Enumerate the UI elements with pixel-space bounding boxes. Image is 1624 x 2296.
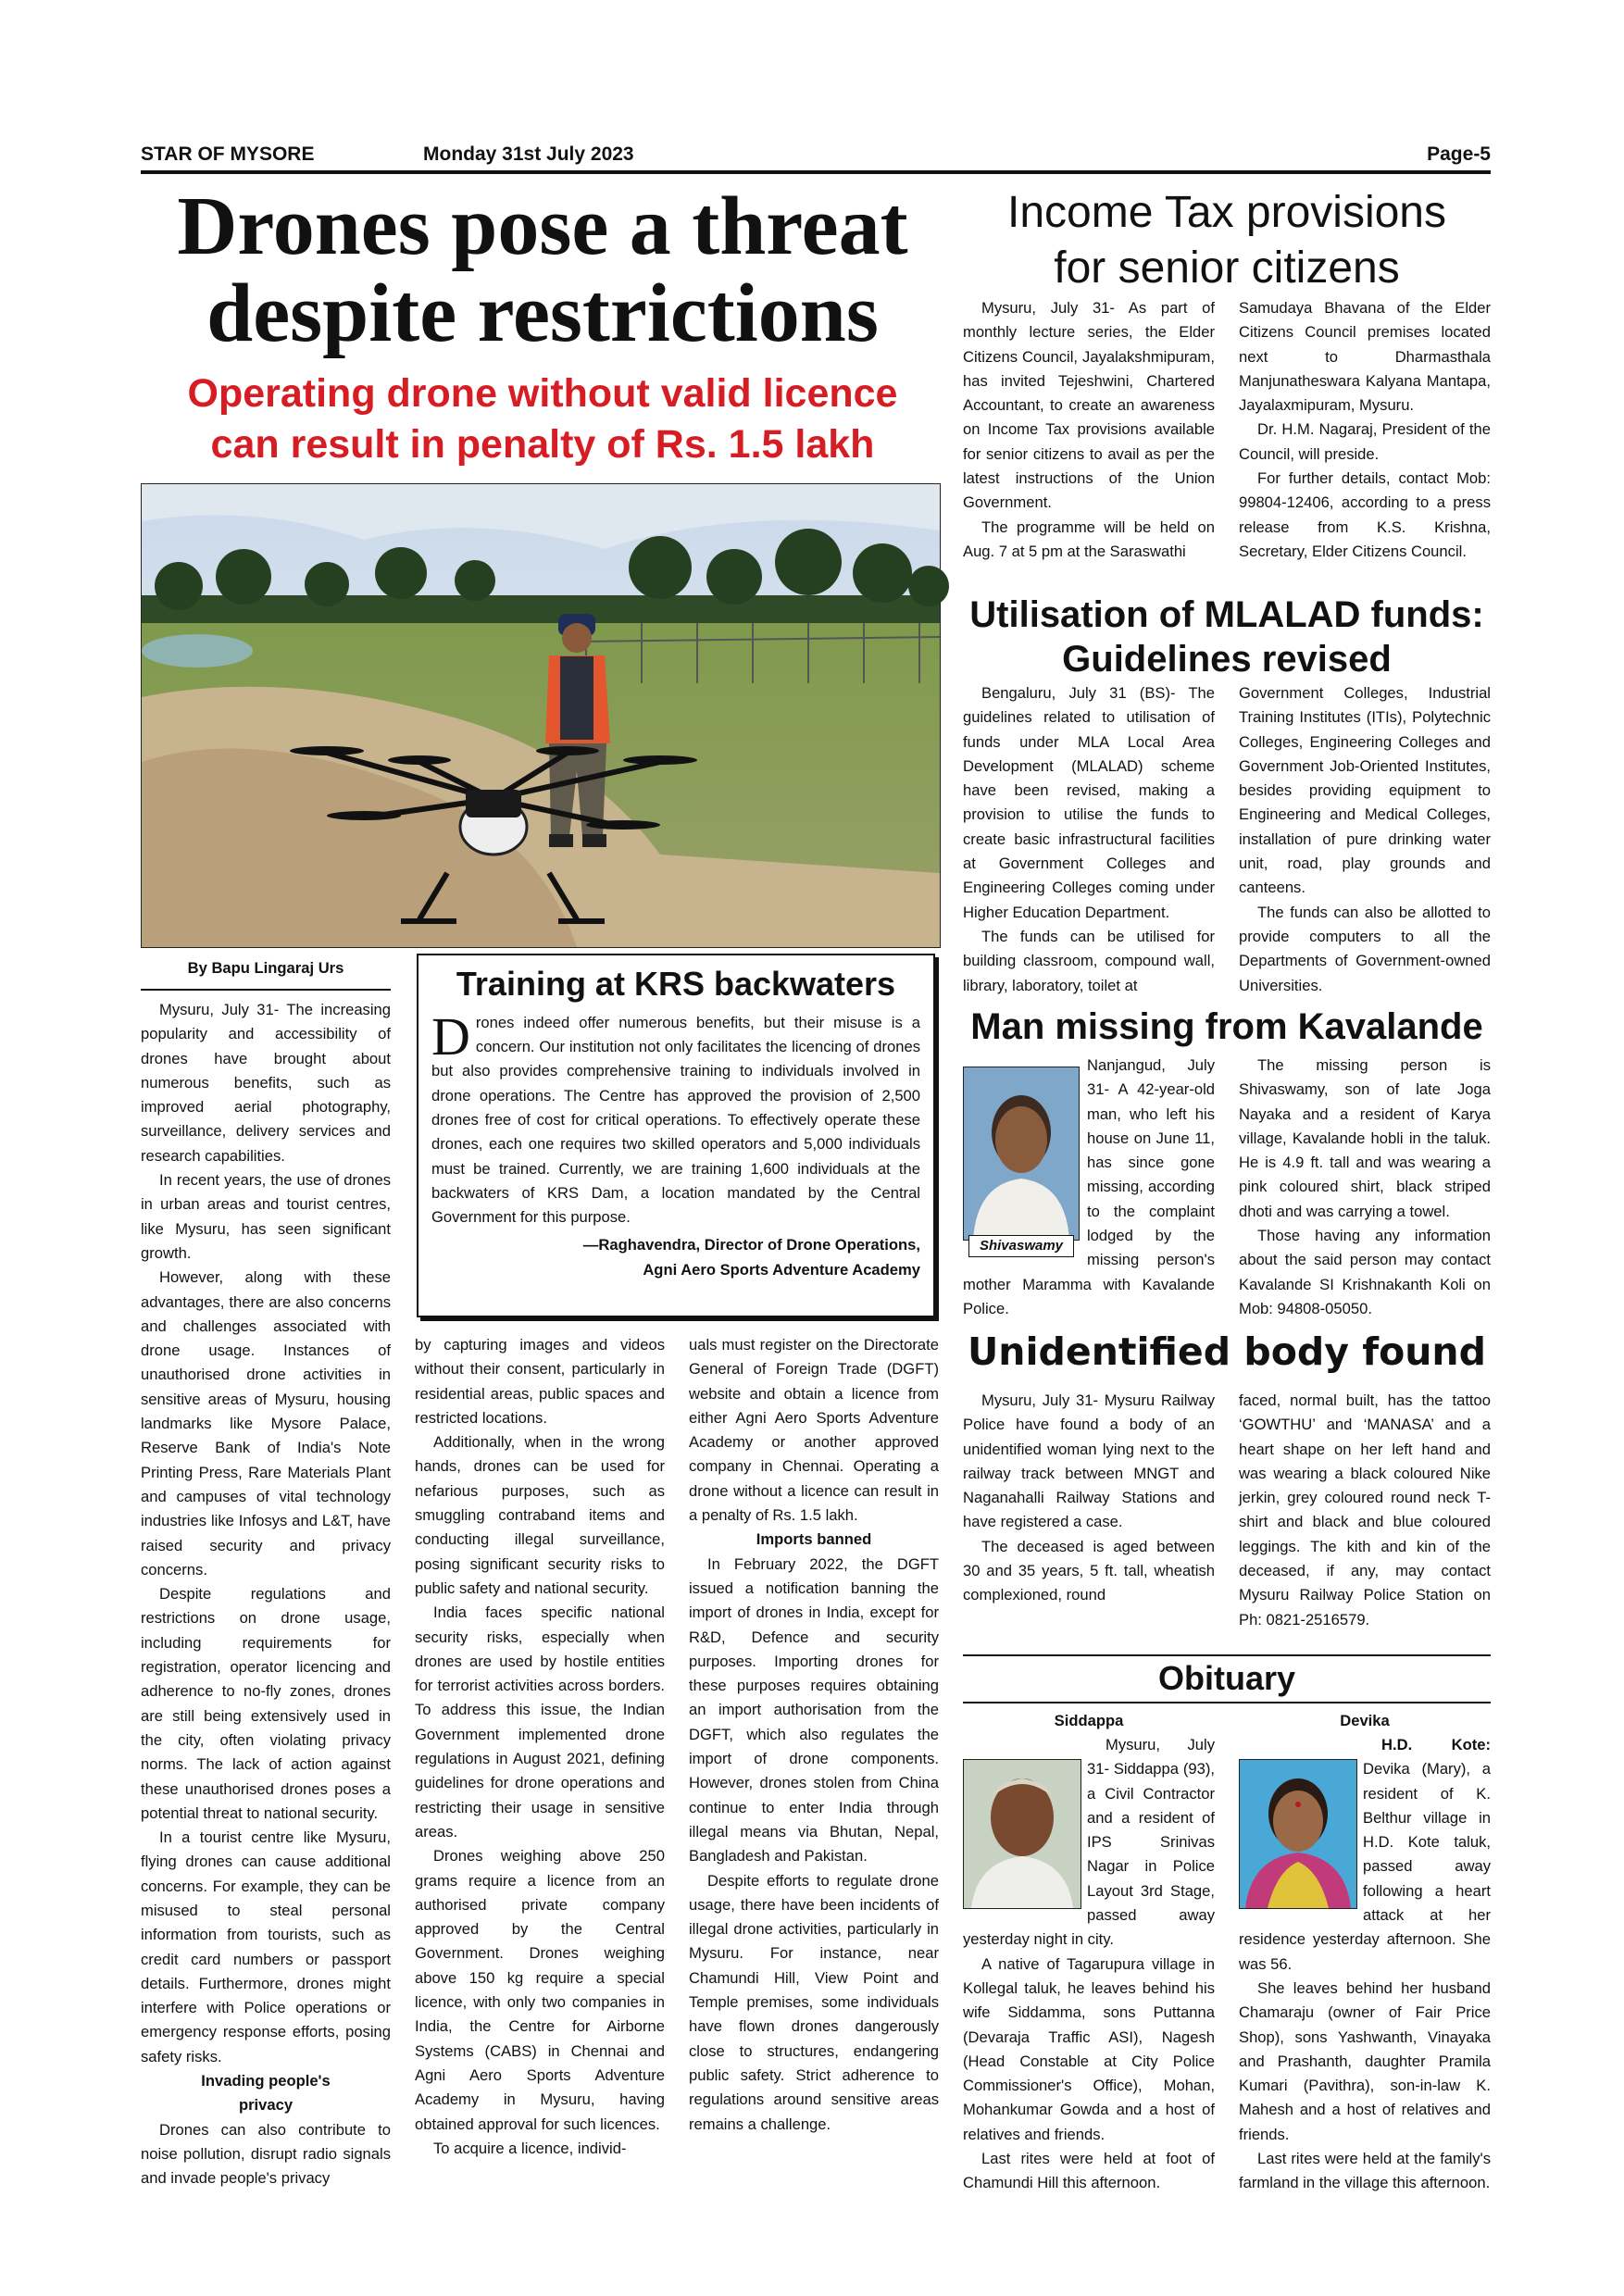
missing-column-1: Nanjangud, July 31- A 42-year-old man, who left his house on June 11, has since gone missing, according to the complaint lodged by the missing person's mother Maramma with Kavalande Police. (963, 1054, 1215, 1279)
mlalad-headline: Utilisation of MLALAD funds: Guidelines revised (969, 594, 1484, 680)
drones-column-3: uals must register on the Directorate General of Foreign Trade (DGFT) website and obtain a licence from either Agni Aero Sports Adventure Academy or another approved company in Chennai. Operating a drone without a licence can result in a penalty of Rs. 1.5 lakh. Imports banned In February 2022, the DGFT issued a notification banning the import of drones in India, except for R&D, Defence and security purposes. Importing drones for these purposes requires obtaining an import authorisation from the DGFT, which also regulates the import of drone components. However, drones stolen from China continue to enter India through illegal means via Bhutan, Nepal, Bangladesh and Pakistan. Despite efforts to regulate drone usage, there have been incidents of illegal drone activities, particularly in Mysuru. For instance, near Chamundi Hill, View Point and Temple premises, some individuals have flown drones dangerously close to structures, endangering public safety. Strict adherence to regulations around sensitive areas remains a challenge. (689, 1336, 939, 2133)
drones-byline: By Bapu Lingaraj Urs (187, 959, 344, 977)
obit-place: H.D. Kote: (1381, 1736, 1491, 1753)
byline-rule (141, 989, 391, 991)
drone-photo (141, 483, 941, 948)
drones-column-1: Mysuru, July 31- The increasing popularity and accessibility of drones have brought about numerous benefits, such as improved aerial photography, surveillance, delivery services and research capabilities. In recent years, the use of drones in urban areas and tourist centres, like Mysuru, has seen significant growth. However, along with these advantages, there are also concerns and challenges associated with drone usage. Instances of unauthorised drone activities in sensitive areas of Mysuru, housing landmarks like Mysore Palace, Reserve Bank of India's Note Printing Press, Rare Materials Plant and campuses of vital technology industries like Infosys and L&T, have raised security and privacy concerns. Despite regulations and restrictions on drone usage, including requirements for registration, operator licencing and adherence to no-fly zones, drones are still being extensively used in the city, often violating privacy norms. The lack of action against these unauthorised drones poses a potential threat to national security. In a tourist centre like Mysuru, flying drones can cause additional concerns. For example, they can be misused to steal personal information from tourists, such as credit card numbers or passport details. Furthermore, drones might interfere with Police operations or emergency response efforts, posing safety risks. Invading people's privacy Drones can also contribute to noise pollution, disrupt radio signals and invade people's privacy (141, 1001, 391, 2188)
tax-column-1: Mysuru, July 31- As part of monthly lecture series, the Elder Citizens Council, Jayalakshmipuram, has invited Tejeshwini, Chartered Accountant, to create an awareness on Income Tax provisions available for senior citizens to avail as per the latest instructions of the Union Government. The programme will be held on Aug. 7 at 5 pm at the Saraswathi (963, 299, 1215, 560)
krs-training-box (417, 954, 935, 1317)
drop-cap: D (431, 1005, 470, 1067)
krs-body: rones indeed offer numerous benefits, but their misuse is a concern. Our institution not only facilitates the licencing of drones but also provides comprehensive training to individuals involved in drone operations. The Centre has approved the provision of 2,500 drones free of cost for critical operations. To effectively operate these drones, each one requires two skilled operators and 5,000 individuals must be trained. Currently, we are training 1,600 individuals at the backwaters of KRS Dam, a location mandated by the Central Government for this purpose. (431, 1013, 920, 1227)
photo-spacer (963, 1054, 1087, 1259)
subhead-imports: Imports banned (756, 1530, 872, 1549)
obituary-title: Obituary (1157, 1659, 1296, 1697)
paper-name: STAR OF MYSORE (141, 144, 315, 165)
krs-attribution: —Raghavendra, Director of Drone Operations, Agni Aero Sports Adventure Academy (582, 1236, 920, 1279)
body-headline: Unidentified body found (968, 1329, 1486, 1374)
drones-column-2: by capturing images and videos without their consent, particularly in residential areas, public spaces and restricted locations. Additionally, when in the wrong hands, drones can be used for nefarious purposes, such as smuggling contraband items and conducting illegal surveillance, posing significant security risks to public safety and national security. India faces specific national security risks, especially when drones are used by hostile entities for terrorist activities across borders. To address this issue, the Indian Government implemented drone regulations in August 2021, defining guidelines for drone operations and restricting their usage in sensitive areas. Drones weighing above 250 grams require a licence from an authorised private company approved by the Central Government. Drones weighing above 150 kg require a special licence, with only two companies in India, the Centre for Airborne Systems (CABS) in Chennai and Agni Aero Sports Adventure Academy in Mysuru, having obtained approval for such licences. To acquire a licence, individ- (415, 1336, 665, 2157)
mlalad-column-2: Government Colleges, Industrial Training Institutes (ITIs), Polytechnic Colleges, Engineering Colleges and Government Job-Oriented Institutes, besides providing equipment to Engineering and Medical Colleges, installation of pure drinking water unit, road, play grounds and canteens. The funds can also be allotted to provide computers to all the Departments of Government-owned Universities. (1239, 684, 1491, 994)
obit-right-column: H.D. Kote: Devika (Mary), a resident of K. Belthur village in H.D. Kote taluk, passed away following a heart attack at her residence yesterday afternoon. She was 56. She leaves behind her husband Chamaraju (owner of Fair Price Shop), sons Yashwanth, Vinayaka and Prashanth, daughter Pramila Kumari (Pavithra), son-in-law K. Mahesh and a host of relatives and friends. Last rites were held at the family's farmland in the village this afternoon. (1239, 1733, 1491, 2181)
mlalad-column-1: Bengaluru, July 31 (BS)- The guidelines related to utilisation of funds under MLA Local Area Development (MLALAD) scheme have been revised, making a provision to utilise the funds to create basic infrastructural facilities at Government Colleges and Engineering Colleges coming under Higher Education Department. The funds can be utilised for building classroom, compound wall, library, laboratory, toilet at (963, 684, 1215, 994)
missing-photo-caption: Shivaswamy (968, 1235, 1074, 1257)
obituary-rule-top (963, 1654, 1491, 1656)
krs-title: Training at KRS backwaters (456, 965, 896, 1003)
obit-name-devika: Devika (1340, 1712, 1390, 1729)
tax-headline: Income Tax provisions for senior citizens (1007, 188, 1446, 293)
missing-column-2: The missing person is Shivaswamy, son of late Joga Nayaka and a resident of Karya village, Kavalande hobli in the taluk. He is 4.9 ft. tall and was wearing a pink coloured shirt, black striped dhoti and was carrying a towel. Those having any information about the said person may contact Kavalande SI Krishnakanth Koli on Mob: 94808-05050. (1239, 1056, 1491, 1317)
subhead-privacy: Invading people's privacy (201, 2072, 331, 2115)
issue-date: Monday 31st July 2023 (423, 144, 634, 165)
masthead (141, 139, 1491, 170)
drones-headline: Drones pose a threat despite restrictions (177, 181, 908, 359)
drone-photo-illustration (142, 484, 940, 947)
obit-left-column: Mysuru, July 31- Siddappa (93), a Civil Contractor and a resident of IPS Srinivas Nagar in Police Layout 3rd Stage, passed away yesterday night in city. A native of Tagarupura village in Kollegal taluk, he leaves behind his wife Siddamma, sons Puttanna (Devaraja Traffic ASI), Nagesh (Head Constable at City Police Commissioner's Office), Mohan, Mohankumar Gowda and a host of relatives and friends. Last rites were held at foot of Chamundi Hill this afternoon. (963, 1733, 1215, 2181)
obituary-rule-bottom (963, 1702, 1491, 1703)
photo-spacer (1239, 1733, 1363, 1920)
missing-headline: Man missing from Kavalande (970, 1006, 1483, 1047)
drones-subheadline: Operating drone without valid licence can result in penalty of Rs. 1.5 lakh (187, 371, 898, 467)
masthead-rule (141, 170, 1491, 174)
page-number: Page-5 (1427, 144, 1491, 165)
body-column-1: Mysuru, July 31- Mysuru Railway Police have found a body of an unidentified woman lying next to the railway track between MNGT and Naganahalli Railway Stations and have registered a case. The deceased is aged between 30 and 35 years, 5 ft. tall, wheatish complexioned, round (963, 1391, 1215, 1604)
photo-spacer (963, 1733, 1087, 1920)
obit-name-siddappa: Siddappa (1054, 1712, 1124, 1729)
body-column-2: faced, normal built, has the tattoo ‘GOWTHU’ and ‘MANASA’ and a heart shape on her left hand and was wearing a black coloured Nike jerkin, grey coloured round neck T-shirt and black and blue coloured leggings. The kith and kin of the deceased, if any, may contact Mysuru Railway Police Station on Ph: 0821-2516579. (1239, 1391, 1491, 1628)
tax-column-2: Samudaya Bhavana of the Elder Citizens Council premises located next to Dharmasthala Manjunatheswara Kalyana Mantapa, Jayalaxmipuram, Mysuru. Dr. H.M. Nagaraj, President of the Council, will preside. For further details, contact Mob: 99804-12406, according to a press release from K.S. Krishna, Secretary, Elder Citizens Council. (1239, 299, 1491, 560)
